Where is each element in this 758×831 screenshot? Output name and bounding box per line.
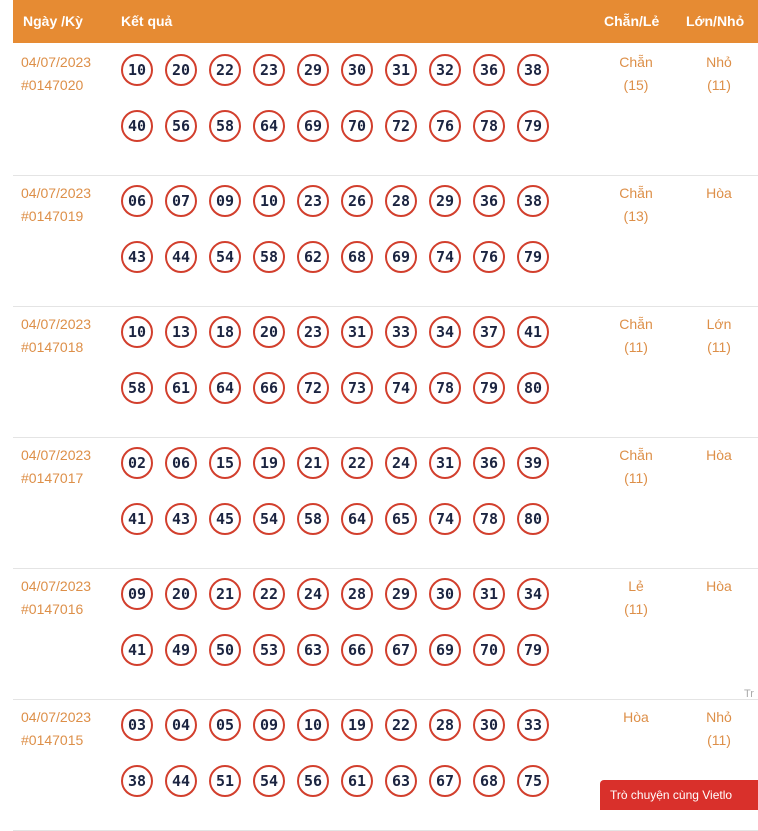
draw-id: #0147018 [21,339,84,355]
number-ball: 68 [341,241,373,273]
parity-result: Hòa [623,709,649,725]
number-ball: 30 [429,578,461,610]
number-ball: 78 [473,110,505,142]
number-ball: 79 [517,110,549,142]
number-ball: 54 [253,503,285,535]
size-result: Nhỏ [706,54,732,70]
draw-date: 04/07/2023 [21,54,92,70]
number-ball: 43 [121,241,153,273]
number-ball: 29 [385,578,417,610]
number-ball: 58 [209,110,241,142]
number-ball: 28 [385,185,417,217]
number-ball: 24 [385,447,417,479]
number-ball: 69 [297,110,329,142]
size-result: Hòa [706,578,732,594]
number-ball: 44 [165,765,197,797]
number-ball: 75 [517,765,549,797]
number-ball: 79 [517,241,549,273]
number-ball: 68 [473,765,505,797]
number-ball: 05 [209,709,241,741]
number-ball: 29 [297,54,329,86]
number-ball: 36 [473,54,505,86]
table-row [13,437,758,569]
number-ball: 41 [121,634,153,666]
results-table-header [13,0,758,43]
number-ball: 58 [253,241,285,273]
number-ball: 19 [341,709,373,741]
number-ball: 23 [253,54,285,86]
parity-result: Chẵn [619,185,653,201]
parity-result: Chẵn [619,54,653,70]
number-ball: 45 [209,503,241,535]
number-ball: 74 [429,503,461,535]
number-ball: 79 [517,634,549,666]
number-ball: 56 [297,765,329,797]
chat-button[interactable]: Trò chuyện cùng Vietlo [600,780,758,810]
number-ball: 10 [297,709,329,741]
number-ball: 10 [121,316,153,348]
draw-id: #0147016 [21,601,84,617]
number-ball: 31 [473,578,505,610]
number-ball: 61 [341,765,373,797]
number-ball: 06 [165,447,197,479]
number-ball: 09 [253,709,285,741]
number-ball: 04 [165,709,197,741]
number-ball: 78 [473,503,505,535]
size-result: Lớn [706,316,732,332]
number-ball: 72 [385,110,417,142]
number-ball: 38 [517,185,549,217]
number-ball: 67 [429,765,461,797]
draw-id: #0147020 [21,77,84,93]
number-ball: 34 [429,316,461,348]
number-ball: 20 [253,316,285,348]
number-ball: 72 [297,372,329,404]
parity-result: Lẻ [628,578,644,594]
number-ball: 53 [253,634,285,666]
number-ball: 22 [341,447,373,479]
parity-result: Chẵn [619,447,653,463]
number-ball: 39 [517,447,549,479]
table-row [13,306,758,438]
number-ball: 22 [385,709,417,741]
number-ball: 22 [253,578,285,610]
parity-count: (11) [624,339,648,355]
number-ball: 34 [517,578,549,610]
number-ball: 58 [121,372,153,404]
number-ball: 79 [473,372,505,404]
size-column-header: Lớn/Nhỏ [686,13,745,29]
date-column-header: Ngày /Kỳ [23,13,83,29]
number-ball: 21 [297,447,329,479]
number-ball: 58 [297,503,329,535]
number-ball: 03 [121,709,153,741]
draw-date: 04/07/2023 [21,709,92,725]
number-ball: 19 [253,447,285,479]
number-ball: 33 [517,709,549,741]
size-count: (11) [707,339,731,355]
draw-id: #0147015 [21,732,84,748]
number-ball: 20 [165,54,197,86]
number-ball: 63 [297,634,329,666]
number-ball: 41 [517,316,549,348]
parity-column-header: Chẵn/Lẻ [604,13,660,29]
number-ball: 73 [341,372,373,404]
number-ball: 30 [341,54,373,86]
number-ball: 07 [165,185,197,217]
number-ball: 30 [473,709,505,741]
number-ball: 64 [209,372,241,404]
parity-count: (15) [623,77,649,93]
side-text: Tr [744,688,754,700]
number-ball: 23 [297,185,329,217]
number-ball: 63 [385,765,417,797]
table-row [13,699,758,831]
number-ball: 61 [165,372,197,404]
number-ball: 76 [473,241,505,273]
parity-count: (11) [624,601,648,617]
number-ball: 69 [429,634,461,666]
draw-date: 04/07/2023 [21,185,92,201]
size-count: (11) [707,77,731,93]
table-row [13,175,758,307]
draw-date: 04/07/2023 [21,316,92,332]
number-ball: 74 [385,372,417,404]
size-result: Hòa [706,185,732,201]
number-ball: 36 [473,447,505,479]
table-row [13,568,758,700]
number-ball: 70 [341,110,373,142]
number-ball: 54 [253,765,285,797]
size-result: Nhỏ [706,709,732,725]
parity-count: (11) [624,470,648,486]
number-ball: 23 [297,316,329,348]
number-ball: 64 [253,110,285,142]
number-ball: 09 [209,185,241,217]
number-ball: 78 [429,372,461,404]
number-ball: 74 [429,241,461,273]
number-ball: 64 [341,503,373,535]
number-ball: 13 [165,316,197,348]
number-ball: 66 [253,372,285,404]
number-ball: 62 [297,241,329,273]
number-ball: 10 [121,54,153,86]
number-ball: 38 [121,765,153,797]
number-ball: 22 [209,54,241,86]
number-ball: 49 [165,634,197,666]
number-ball: 33 [385,316,417,348]
draw-date: 04/07/2023 [21,447,92,463]
number-ball: 76 [429,110,461,142]
number-ball: 21 [209,578,241,610]
number-ball: 18 [209,316,241,348]
number-ball: 66 [341,634,373,666]
number-ball: 50 [209,634,241,666]
parity-result: Chẵn [619,316,653,332]
number-ball: 69 [385,241,417,273]
number-ball: 09 [121,578,153,610]
draw-id: #0147019 [21,208,84,224]
number-ball: 40 [121,110,153,142]
number-ball: 36 [473,185,505,217]
number-ball: 24 [297,578,329,610]
number-ball: 06 [121,185,153,217]
number-ball: 80 [517,503,549,535]
number-ball: 65 [385,503,417,535]
number-ball: 10 [253,185,285,217]
number-ball: 51 [209,765,241,797]
number-ball: 37 [473,316,505,348]
number-ball: 80 [517,372,549,404]
number-ball: 41 [121,503,153,535]
number-ball: 44 [165,241,197,273]
result-column-header: Kết quả [121,13,173,29]
number-ball: 70 [473,634,505,666]
number-ball: 02 [121,447,153,479]
number-ball: 15 [209,447,241,479]
number-ball: 20 [165,578,197,610]
number-ball: 26 [341,185,373,217]
number-ball: 31 [429,447,461,479]
parity-count: (13) [623,208,649,224]
table-row [13,44,758,176]
number-ball: 29 [429,185,461,217]
draw-date: 04/07/2023 [21,578,92,594]
number-ball: 28 [429,709,461,741]
draw-id: #0147017 [21,470,84,486]
number-ball: 56 [165,110,197,142]
number-ball: 67 [385,634,417,666]
number-ball: 38 [517,54,549,86]
number-ball: 32 [429,54,461,86]
size-count: (11) [707,732,731,748]
number-ball: 43 [165,503,197,535]
number-ball: 31 [385,54,417,86]
size-result: Hòa [706,447,732,463]
number-ball: 31 [341,316,373,348]
number-ball: 54 [209,241,241,273]
number-ball: 28 [341,578,373,610]
